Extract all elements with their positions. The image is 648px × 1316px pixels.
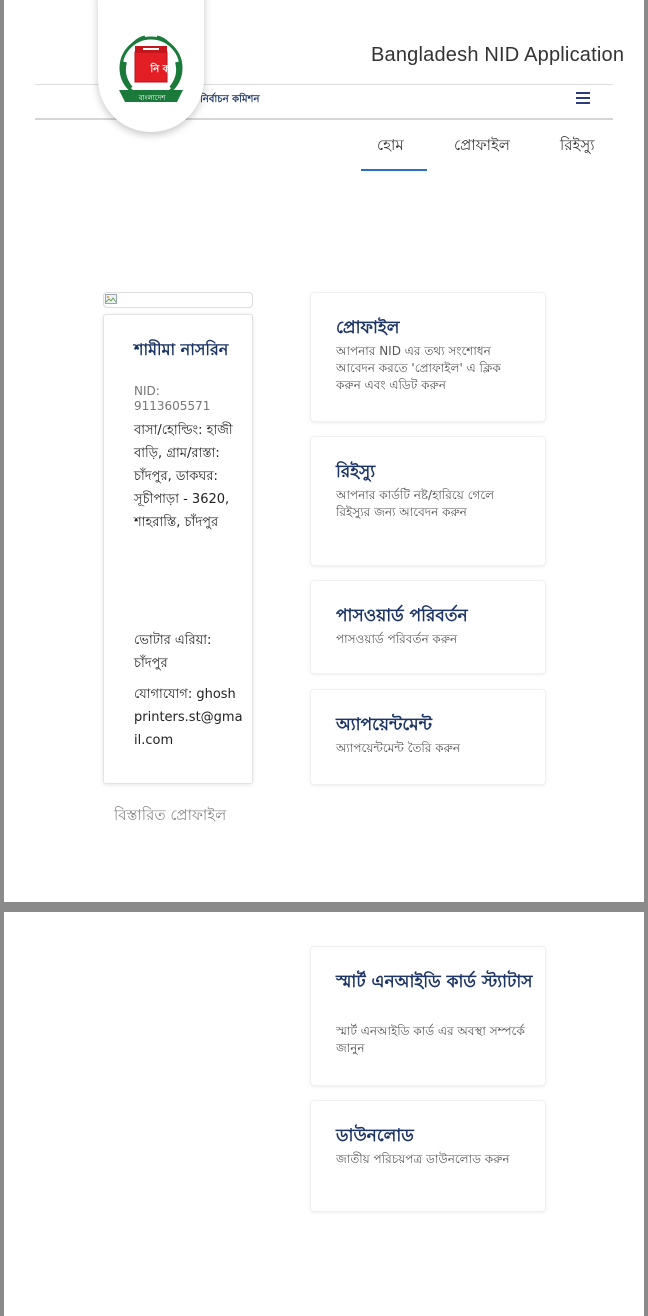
service-card-appointment[interactable]: [310, 689, 546, 785]
service-description: আপনার NID এর তথ্য সংশোধন আবেদন করতে 'প্রোফাইল' এ ক্লিক করুন এবং এডিট করুন: [336, 344, 501, 392]
service-card-download[interactable]: [310, 1100, 546, 1212]
continued-panel: [4, 912, 644, 1316]
service-description: পাসওয়ার্ড পরিবর্তন করুন: [336, 632, 458, 646]
tab-home[interactable]: হোম: [377, 136, 404, 154]
election-commission-logo[interactable]: [98, 0, 204, 132]
broken-image-icon: [105, 294, 117, 304]
service-description: আপনার কার্ডটি নষ্ট/হারিয়ে গেলে রিইস্যুর জন্য আবেদন করুন: [336, 488, 495, 519]
service-description: স্মার্ট এনআইডি কার্ড এর অবস্থা সম্পর্কে জানুন: [336, 1024, 525, 1055]
service-title: অ্যাপয়েন্টমেন্ট: [336, 715, 432, 735]
service-title: রিইস্যু: [336, 462, 376, 482]
service-card-profile[interactable]: [310, 292, 546, 422]
hamburger-menu-icon[interactable]: [576, 92, 590, 106]
logo-ribbon-text: বাংলাদেশ: [138, 94, 166, 102]
service-title: ডাউনলোড: [336, 1126, 414, 1146]
logo-box-text: নি ক: [150, 64, 170, 75]
profile-photo: [103, 292, 253, 308]
main-panel: [4, 0, 644, 902]
commission-label: নির্বাচন কমিশন: [200, 94, 260, 105]
details-profile-link[interactable]: বিস্তারিত প্রোফাইল: [114, 806, 227, 824]
service-title: স্মার্ট এনআইডি কার্ড স্ট্যাটাস: [336, 972, 533, 992]
service-card-password-change[interactable]: [310, 580, 546, 674]
service-card-smart-nid-status[interactable]: [310, 946, 546, 1086]
service-title: পাসওয়ার্ড পরিবর্তন: [336, 606, 468, 626]
service-description: অ্যাপয়েন্টমেন্ট তৈরি করুন: [336, 741, 461, 755]
profile-card: [103, 314, 253, 784]
tab-reissue[interactable]: রিইস্যু: [560, 136, 595, 154]
service-title: প্রোফাইল: [336, 318, 400, 338]
tab-profile[interactable]: প্রোফাইল: [454, 136, 510, 154]
profile-voter-area: ভোটার এরিয়া: চাঁদপুর: [134, 633, 212, 671]
profile-name: শামীমা নাসরিন: [134, 340, 229, 359]
profile-contact: যোগাযোগ: ghoshprinters.st@gmail.com: [134, 687, 243, 748]
app-title: Bangladesh NID Application: [371, 44, 625, 66]
service-description: জাতীয় পরিচয়পত্র ডাউনলোড করুন: [336, 1152, 510, 1166]
profile-address: বাসা/হোল্ডিং: হাজী বাড়ি, গ্রাম/রাস্তা: চাঁদপুর, ডাকঘর: সূচীপাড়া - 3620, শাহরাস্তি, চাঁদপুর: [134, 423, 233, 530]
profile-nid: NID: 9113605571: [134, 384, 211, 413]
active-tab-indicator: [361, 169, 427, 171]
service-card-reissue[interactable]: [310, 436, 546, 566]
